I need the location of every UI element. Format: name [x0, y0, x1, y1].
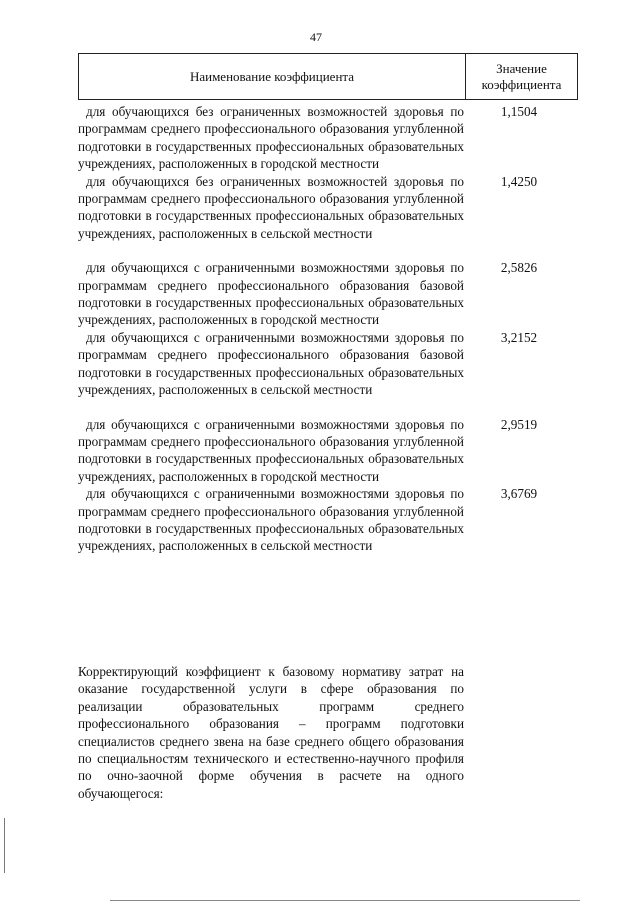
table-body — [78, 103, 578, 555]
coefficient-name: для обучающихся с ограниченными возможностями здоровья по программам среднего профессионального образования базовой подготовки в государственных профессиональных образовательных учреждениях, расположенных в сельской местности — [78, 329, 464, 398]
table-row — [78, 173, 578, 243]
coefficient-value: 1,4250 — [500, 173, 538, 189]
correction-coefficient-paragraph: Корректирующий коэффициент к базовому нормативу затрат на оказание государственной услуги в сфере образования по реализации образовательных программ среднего профессионального образования – программ подготовки специалистов среднего звена на базе среднего общего образования по специальностям технического и естественно-научного профиля по очно-заочной форме обучения в расчете на одного обучающегося: — [78, 664, 464, 801]
coefficient-name: для обучающихся без ограниченных возможностей здоровья по программам среднего профессионального образования углубленной подготовки в государственных профессиональных образовательных учреждениях, расположенных в городской местности — [78, 104, 464, 172]
coefficient-value: 3,6769 — [500, 486, 538, 502]
table-row — [78, 485, 578, 555]
coefficient-name: для обучающихся с ограниченными возможностями здоровья по программам среднего профессионального образования базовой подготовки в государственных профессиональных образовательных учреждениях, расположенных в городской местности — [78, 260, 464, 328]
coefficient-name: для обучающихся с ограниченными возможностями здоровья по программам среднего профессионального образования углубленной подготовки в государственных профессиональных образовательных учреждениях, расположенных в сельской местности — [78, 486, 464, 554]
coefficient-name: для обучающихся без ограниченных возможностей здоровья по программам среднего профессионального образования углубленной подготовки в государственных профессиональных образовательных учреждениях, расположенных в сельской местности — [78, 173, 464, 241]
header-coefficient-name: Наименование коэффициента — [79, 54, 466, 99]
table-header — [78, 53, 578, 100]
page-number: 47 — [310, 30, 322, 44]
coefficient-value: 2,5826 — [500, 260, 538, 276]
table-row — [78, 103, 578, 173]
header-coefficient-value: Значение коэффициента — [481, 60, 562, 92]
coefficient-table — [78, 53, 578, 555]
coefficient-value: 2,9519 — [500, 416, 538, 432]
coefficient-value: 3,2152 — [500, 329, 538, 345]
table-row — [78, 416, 578, 486]
table-row — [78, 329, 578, 399]
scan-bottom-edge — [110, 900, 580, 901]
scan-edge-mark — [4, 818, 5, 873]
table-row — [78, 259, 578, 329]
coefficient-name: для обучающихся с ограниченными возможностями здоровья по программам среднего профессионального образования углубленной подготовки в государственных профессиональных образовательных учреждениях, расположенных в городской местности — [78, 416, 464, 484]
coefficient-value: 1,1504 — [500, 104, 538, 119]
